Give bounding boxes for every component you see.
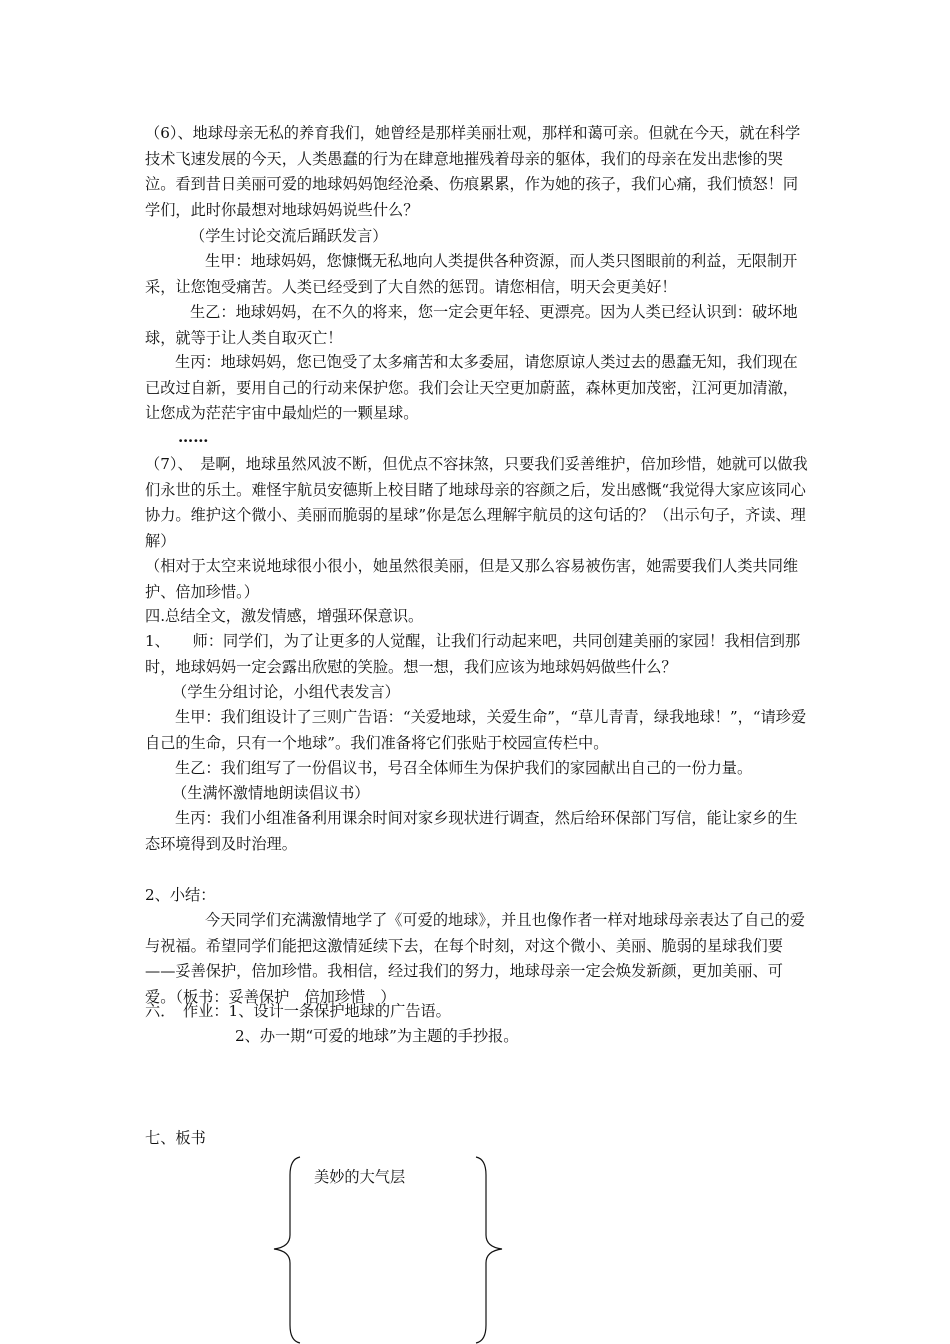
section7-explain: （相对于太空来说地球很小很小，她虽然很美丽，但是又那么容易被伤害，她需要我们人类共同维护、倍加珍惜。） <box>145 557 799 601</box>
section6-ellipsis: …… <box>178 428 209 446</box>
section6-student-c: 生丙：地球妈妈，您已饱受了太多痛苦和太多委屈，请您原谅人类过去的愚蠢无知，我们现在已改过自新，要用自己的行动来保护您。我们会让天空更加蔚蓝，森林更加茂密，江河更加清澈，让您成为茫茫宇宙中最灿烂的一颗星球。 <box>145 353 799 422</box>
homework-line1: 六． 作业：1、设计一条保护地球的广告语。 <box>145 1002 451 1020</box>
section6-intro: （6）、地球母亲无私的养育我们，她曾经是那样美丽壮观，那样和蔼可亲。但就在今天，就在科学技术飞速发展的今天，人类愚蠢的行为在肆意地摧残着母亲的躯体，我们的母亲在发出悲惨的哭泣。看到昔日美丽可爱的地球妈妈饱经沧桑、伤痕累累，作为她的孩子，我们心痛，我们愤怒！同学们，此时你最想对地球妈妈说些什么？ <box>145 124 801 219</box>
summary-heading: 2、小结： <box>145 886 216 904</box>
section6-note: （学生讨论交流后踊跃发言） <box>190 227 388 245</box>
homework-line2: 2、办一期“可爱的地球”为主题的手抄报。 <box>235 1027 519 1045</box>
part4-student-a: 生甲：我们组设计了三则广告语：“关爱地球，关爱生命”，“草儿青青，绿我地球！”，“请珍爱自己的生命，只有一个地球”。我们准备将它们张贴于校园宣传栏中。 <box>145 708 807 752</box>
part4-item1: 1、 师：同学们，为了让更多的人觉醒，让我们行动起来吧，共同创建美丽的家园！我相信到那时，地球妈妈一定会露出欣慰的笑脸。想一想，我们应该为地球妈妈做些什么？ <box>145 632 801 676</box>
part4-note2: （生满怀激情地朗读倡议书） <box>172 784 370 802</box>
board-heading: 七、板书 <box>145 1129 206 1147</box>
part4-student-c: 生丙：我们小组准备利用课余时间对家乡现状进行调查，然后给环保部门写信，能让家乡的生态环境得到及时治理。 <box>145 809 798 853</box>
part4-student-b: 生乙：我们组写了一份倡议书，号召全体师生为保护我们的家园献出自己的一份力量。 <box>175 759 753 777</box>
section7-text: （7）、 是啊，地球虽然风波不断，但优点不容抹煞，只要我们妥善维护，倍加珍惜，她就可以做我们永世的乐土。难怪宇航员安德斯上校目睹了地球母亲的容颜之后，发出感慨“我觉得大家应该同心协力。维护这个微小、美丽而脆弱的星球”你是怎么理解宇航员的这句话的？（出示句子，齐读、理解） <box>145 455 808 550</box>
summary-text: 今天同学们充满激情地学了《可爱的地球》，并且也像作者一样对地球母亲表达了自己的爱与祝福。希望同学们能把这激情延续下去，在每个时刻，对这个微小、美丽、脆弱的星球我们要——妥善保护，倍加珍惜。我相信，经过我们的努力，地球母亲一定会焕发新颜，更加美丽、可爱。（板书：妥善保护 倍加珍惜 ） <box>145 911 805 1006</box>
section6-student-a: 生甲：地球妈妈，您慷慨无私地向人类提供各种资源，而人类只图眼前的利益，无限制开采，让您饱受痛苦。人类已经受到了大自然的惩罚。请您相信，明天会更美好！ <box>145 252 798 296</box>
part4-heading: 四.总结全文，激发情感，增强环保意识。 <box>145 607 424 625</box>
board-item-atmosphere: 美妙的大气层 <box>314 1168 406 1186</box>
part4-note: （学生分组讨论，小组代表发言） <box>172 683 400 701</box>
section6-student-b: 生乙：地球妈妈，在不久的将来，您一定会更年轻、更漂亮。因为人类已经认识到：破坏地球，就等于让人类自取灭亡！ <box>145 303 798 347</box>
